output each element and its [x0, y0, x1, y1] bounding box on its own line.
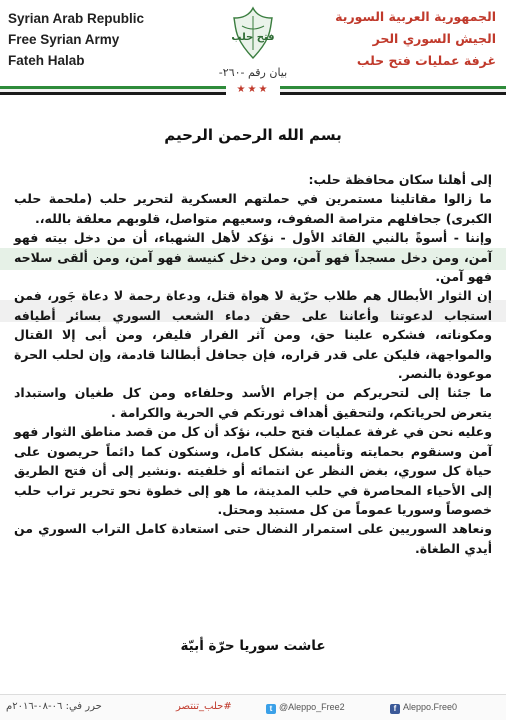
- facebook-icon: f: [390, 704, 400, 714]
- english-line-operations-room: Fateh Halab: [8, 53, 85, 68]
- arabic-line-army: الجيش السوري الحر: [372, 31, 496, 46]
- hashtag-link[interactable]: #حلب_تنتصر: [176, 701, 232, 712]
- flag-stars-icon: ★★★: [226, 83, 280, 97]
- paragraph: ما جئنا إلى لتحريركم من إجرام الأسد وحلفاءه ومن كل طغيان واستبداد يتعرض لحرياتكم، ولتحقيق أهداف ثورتكم في الحرية والكرامة .: [14, 385, 492, 420]
- arabic-line-country: الجمهورية العربية السورية: [335, 9, 496, 24]
- closing-slogan: عاشت سوريا حرّة أبيّة: [180, 638, 326, 654]
- twitter-handle-text: @Aleppo_Free2: [279, 702, 345, 712]
- header-english: [8, 8, 188, 71]
- paragraph: إن الثوار الأبطال هم طلاب حرّية لا هواة قتل، ودعاة رحمة لا دعاة جَور، فمن استجاب لدعوتنا وأعاننا على حقن دماء الشعب السوري بسائر أطيافه ومكوناته، فشكره علينا حق، ومن آثر الفرار فليفر، ومن أبى إلا القتال والمواجهة، فليكن على قدر قراره، فإن جحافل أبطالنا قادمة، وإن لحلب الحرة موعودة بالنصر.: [14, 288, 492, 382]
- facebook-page-text: Aleppo.Free0: [403, 702, 458, 712]
- header-arabic: [306, 6, 496, 72]
- paragraph: ما زالوا مقاتلينا مستمرين في حملتهم العسكرية لتحرير حلب (ملحمة حلب الكبرى) جحافلهم متراصة الصفوف، وسعيهم متواصل، قلوبهم معلقة بالله،.: [14, 191, 492, 226]
- english-line-country: Syrian Arab Republic: [8, 11, 145, 26]
- paragraph: وإننا - أسوةً بالنبي القائد الأول - نؤكد لأهل الشهباء، أن من دخل بيته فهو آمن، ومن دخل مسجداً فهو آمن، ومن دخل كنيسة فهو آمن، ومن ألقى سلاحه فهو آمن.: [14, 230, 492, 285]
- statement-body: [14, 170, 492, 558]
- paragraph: وعليه نحن في غرفة عمليات فتح حلب، نؤكد أن كل من قصد مناطق الثوار فهو آمن وسنقوم بحمايته وتأمينه بشكل كامل، وسنكون كما دائماً حريصون على حياة كل سوري، بغض النظر عن انتمائه أو خلفيته .ونشير إلى أن فتح الطريق إلى الأحياء المحاصرة في حلب المدينة، ما هو إلى خطوة نحو تحرير تراب حلب خصوصاً وسوريا عموماً من كل مستبد ومحتل.: [14, 424, 492, 517]
- basmala: بسم الله الرحمن الرحيم: [164, 126, 342, 144]
- twitter-icon: t: [266, 704, 276, 714]
- facebook-page[interactable]: [390, 702, 457, 714]
- fateh-halab-logo: [228, 6, 278, 62]
- twitter-handle[interactable]: [266, 702, 345, 714]
- paragraph: ونعاهد السوريين على استمرار النضال حتى استعادة كامل التراب السوري من أيدي الطغاة.: [14, 521, 492, 556]
- arabic-line-operations-room: غرفة عمليات فتح حلب: [356, 53, 496, 68]
- release-date: حرر في: ٠٦-٠٨-٢٠١٦م: [6, 701, 102, 712]
- statement-number: بيان رقم -٢٦٠-: [218, 66, 288, 79]
- logo-text: فتح حلب: [231, 32, 275, 43]
- greeting: إلى أهلنا سكان محافظة حلب:: [308, 172, 492, 187]
- footer: [0, 694, 506, 720]
- english-line-army: Free Syrian Army: [8, 32, 120, 47]
- syrian-revolution-flag-band: [0, 86, 506, 96]
